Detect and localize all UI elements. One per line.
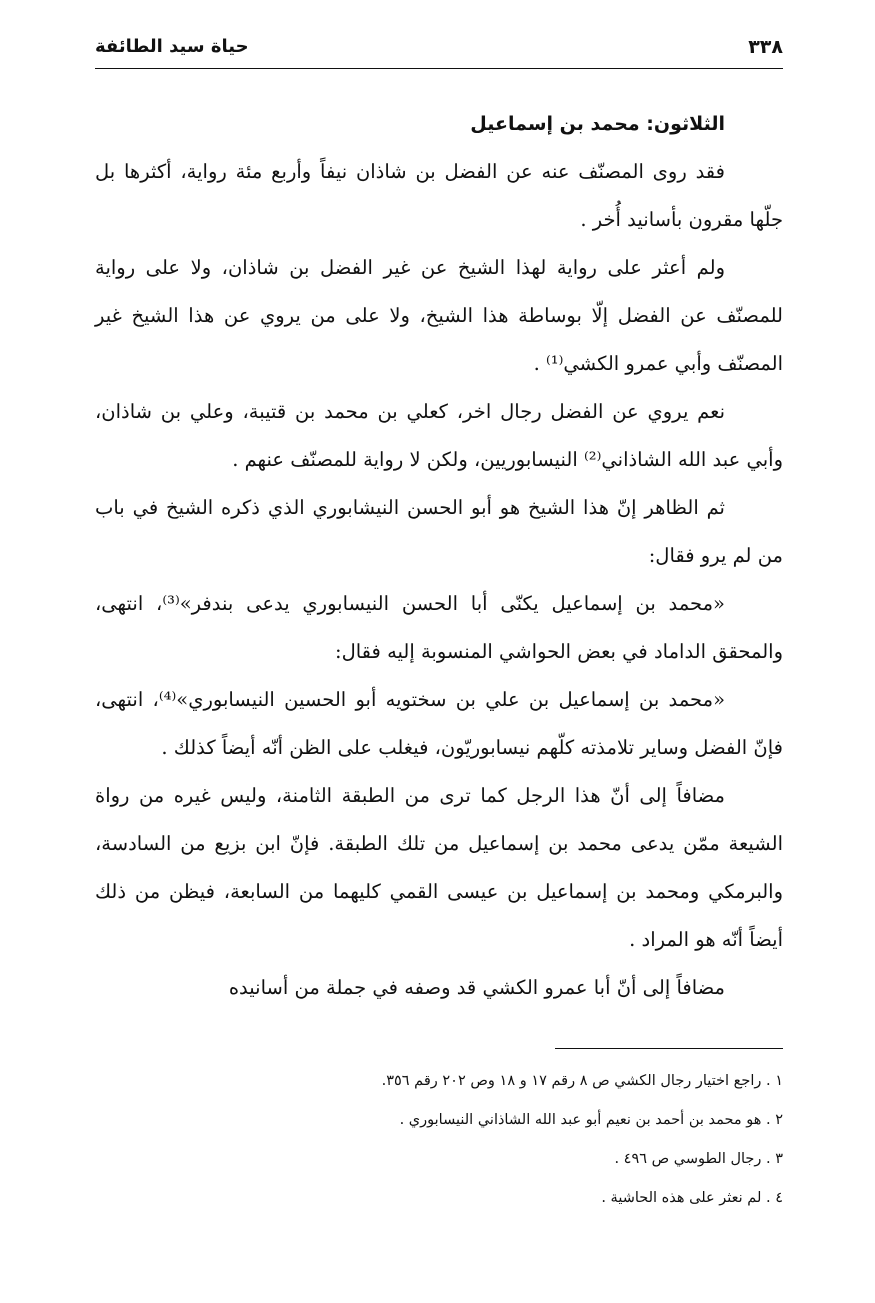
paragraph-3: نعم يروي عن الفضل رجال اخر، كعلي بن محمد بن قتيبة، وعلي بن شاذان، وأبي عبد الله الشاذاني⁽²⁾ النيسابوريين، ولكن لا رواية للمصنّف عنهم . bbox=[95, 400, 783, 471]
footnote-4: ٤ . لم نعثر على هذه الحاشية . bbox=[601, 1190, 783, 1206]
footnote-1: ١ . راجع اختيار رجال الكشي ص ٨ رقم ١٧ و ١٨ وص ٢٠٢ رقم ٣٥٦. bbox=[381, 1073, 783, 1089]
footnote-3: ٣ . رجال الطوسي ص ٤٩٦ . bbox=[614, 1151, 783, 1167]
paragraph-4: ثم الظاهر إنّ هذا الشيخ هو أبو الحسن النيشابوري الذي ذكره الشيخ في باب من لم يرو فقال: bbox=[95, 496, 783, 567]
section-heading: الثلاثون: محمد بن إسماعيل bbox=[470, 113, 725, 135]
footnote-divider bbox=[555, 1048, 783, 1049]
paragraph-1: فقد روى المصنّف عنه عن الفضل بن شاذان نيفاً وأربع مئة رواية، أكثرها بل جلّها مقرون بأسانيد أُخر . bbox=[95, 160, 783, 231]
paragraph-2: ولم أعثر على رواية لهذا الشيخ عن غير الفضل بن شاذان، ولا على رواية للمصنّف عن الفضل إلّا بوساطة هذا الشيخ، ولا على من يروي عن هذا الشيخ غير المصنّف وأبي عمرو الكشي⁽¹⁾ . bbox=[95, 256, 783, 375]
paragraph-7: مضافاً إلى أنّ هذا الرجل كما ترى من الطبقة الثامنة، وليس غيره من رواة الشيعة ممّن يدعى محمد بن إسماعيل من تلك الطبقة. فإنّ ابن بزيع من السادسة، والبرمكي ومحمد بن إسماعيل بن عيسى القمي كليهما من السابعة، فيظن من ذلك أيضاً أنّه هو المراد . bbox=[95, 784, 783, 951]
paragraph-5: «محمد بن إسماعيل يكنّى أبا الحسن النيسابوري يدعى بندفر»⁽³⁾، انتهى، والمحقق الداماد في بعض الحواشي المنسوبة إليه فقال: bbox=[95, 592, 783, 663]
footnote-2: ٢ . هو محمد بن أحمد بن نعيم أبو عبد الله الشاذاني النيسابوري . bbox=[399, 1112, 783, 1128]
page-header bbox=[95, 32, 783, 69]
running-title: حياة سيد الطائفة bbox=[95, 36, 249, 57]
paragraph-6: «محمد بن إسماعيل بن علي بن سختويه أبو الحسين النيسابوري»⁽⁴⁾، انتهى، فإنّ الفضل وساير تلامذته كلّهم نيسابوريّون، فيغلب على الظن أنّه أيضاً كذلك . bbox=[95, 688, 783, 759]
footnotes bbox=[95, 1062, 783, 1218]
paragraph-8: مضافاً إلى أنّ أبا عمرو الكشي قد وصفه في جملة من أسانيده bbox=[228, 976, 725, 999]
page-number: ٣٣٨ bbox=[748, 36, 783, 58]
book-page bbox=[95, 0, 783, 1303]
main-text bbox=[95, 100, 783, 1012]
